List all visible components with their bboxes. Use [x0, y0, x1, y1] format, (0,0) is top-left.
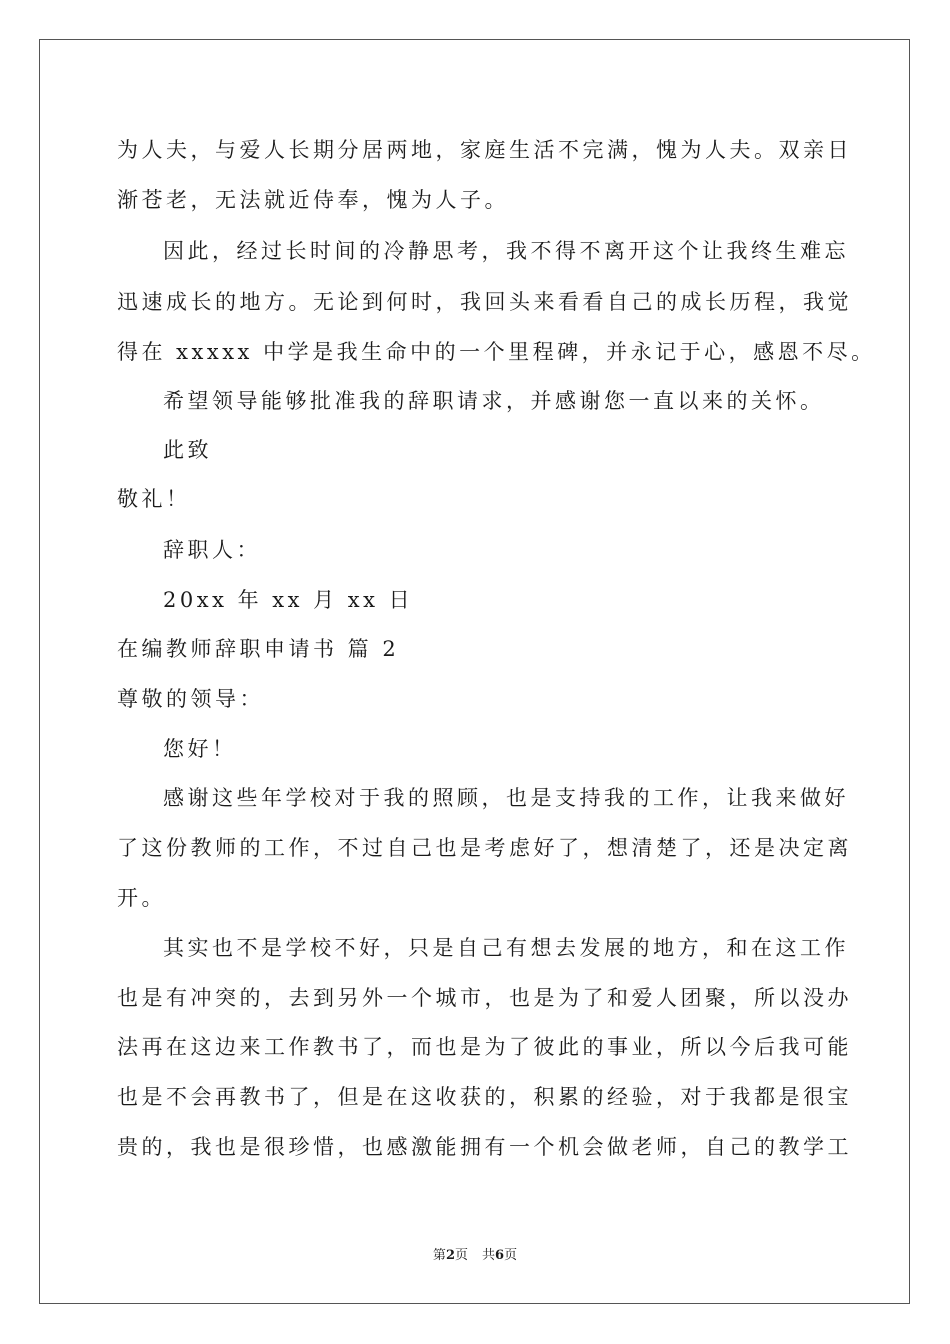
- body-line-11: 也是有冲突的，去到另外一个城市，也是为了和爱人团聚，所以没办: [117, 986, 852, 1010]
- closing-salutation: 此致: [163, 438, 212, 462]
- body-line-2: 渐苍老，无法就近侍奉，愧为人子。: [117, 188, 509, 212]
- body-line-9: 开。: [117, 886, 166, 910]
- body-line-7: 感谢这些年学校对于我的照顾，也是支持我的工作，让我来做好: [163, 786, 849, 810]
- footer-page-number: 2: [445, 1248, 455, 1263]
- footer-total-suffix: 页: [504, 1248, 518, 1263]
- body-line-13: 也是不会再教书了，但是在这收获的，积累的经验，对于我都是很宝: [117, 1085, 852, 1109]
- body-line-14: 贵的，我也是很珍惜，也感激能拥有一个机会做老师，自己的教学工: [117, 1135, 852, 1159]
- body-line-4: 迅速成长的地方。无论到何时，我回头来看看自己的成长历程，我觉: [117, 290, 852, 314]
- closing-regards: 敬礼！: [117, 487, 191, 511]
- section-heading: 在编教师辞职申请书 篇 2: [117, 637, 400, 661]
- body-line-1: 为人夫，与爱人长期分居两地，家庭生活不完满，愧为人夫。双亲日: [117, 138, 852, 162]
- greeting-hello: 您好！: [163, 737, 237, 761]
- footer-total-prefix: 共: [482, 1248, 496, 1263]
- body-line-8: 了这份教师的工作，不过自己也是考虑好了，想清楚了，还是决定离: [117, 836, 852, 860]
- footer-page-suffix: 页: [454, 1248, 468, 1263]
- footer-page-prefix: 第: [432, 1248, 446, 1263]
- signature-label: 辞职人：: [163, 538, 261, 562]
- date-line: 20xx 年 xx 月 xx 日: [163, 588, 414, 612]
- footer-total-pages: 6: [495, 1248, 505, 1263]
- body-line-6: 希望领导能够批准我的辞职请求，并感谢您一直以来的关怀。: [163, 389, 825, 413]
- page-footer: [0, 1248, 950, 1264]
- body-line-3: 因此，经过长时间的冷静思考，我不得不离开这个让我终生难忘: [163, 239, 849, 263]
- body-line-10: 其实也不是学校不好，只是自己有想去发展的地方，和在这工作: [163, 936, 849, 960]
- body-line-5: 得在 xxxxx 中学是我生命中的一个里程碑，并永记于心，感恩不尽。: [117, 340, 876, 364]
- greeting-addressee: 尊敬的领导：: [117, 687, 264, 711]
- body-line-12: 法再在这边来工作教书了，而也是为了彼此的事业，所以今后我可能: [117, 1035, 852, 1059]
- page-border: [39, 39, 910, 1304]
